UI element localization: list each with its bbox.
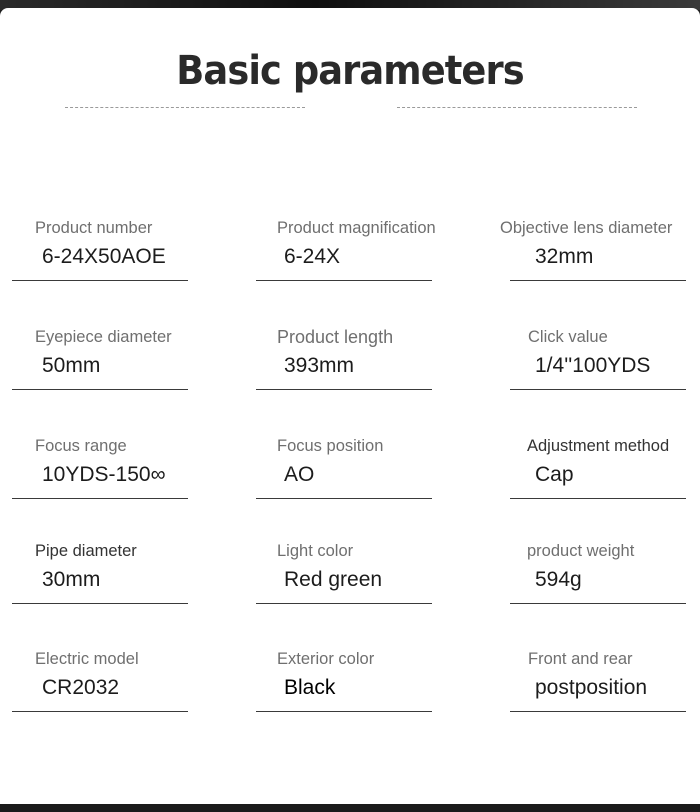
param-underline: [12, 498, 188, 499]
param-label: Objective lens diameter: [500, 219, 673, 237]
param-label: Product length: [277, 327, 394, 347]
title-divider-right: [397, 107, 637, 108]
param-adjustment-method: [510, 434, 686, 490]
param-eyepiece-diameter: [12, 325, 188, 381]
param-value: 1/4''100YDS: [535, 354, 651, 377]
param-label: Eyepiece diameter: [35, 328, 172, 346]
param-label: Focus position: [277, 437, 384, 455]
param-label: Light color: [277, 542, 354, 560]
param-underline: [256, 498, 432, 499]
param-underline: [256, 280, 432, 281]
param-underline: [510, 498, 686, 499]
param-underline: [510, 280, 686, 281]
param-underline: [12, 711, 188, 712]
param-underline: [510, 389, 686, 390]
param-label: Pipe diameter: [35, 542, 137, 560]
param-value: CR2032: [42, 676, 120, 699]
param-front-and-rear: [510, 647, 686, 703]
param-value: Red green: [284, 568, 383, 591]
param-label: Product number: [35, 219, 153, 237]
param-value: 50mm: [42, 354, 101, 377]
param-label: Adjustment method: [527, 437, 670, 455]
param-electric-model: [12, 647, 188, 703]
param-value: postposition: [535, 676, 648, 699]
param-label: Exterior color: [277, 650, 375, 668]
param-label: Focus range: [35, 437, 127, 455]
param-value: 6-24X50AOE: [42, 245, 166, 268]
param-value: 30mm: [42, 568, 101, 591]
param-product-magnification: [256, 216, 436, 272]
param-product-length: [256, 325, 432, 381]
param-underline: [510, 603, 686, 604]
param-focus-range: [12, 434, 188, 490]
param-value: 10YDS-150∞: [42, 463, 166, 486]
param-label: product weight: [527, 542, 635, 560]
bottom-edge-bar: [0, 804, 700, 812]
param-value: 594g: [535, 568, 582, 591]
param-label: Product magnification: [277, 219, 436, 237]
param-underline: [12, 280, 188, 281]
param-value: Cap: [535, 463, 574, 486]
param-value: Black: [284, 676, 336, 699]
param-label: Front and rear: [528, 650, 633, 668]
param-product-number: [12, 216, 188, 272]
param-underline: [12, 389, 188, 390]
param-value: 6-24X: [284, 245, 341, 268]
param-value: 393mm: [284, 354, 355, 377]
param-objective-lens-diameter: [500, 216, 686, 272]
param-label: Electric model: [35, 650, 139, 668]
param-product-weight: [510, 539, 686, 595]
param-underline: [256, 711, 432, 712]
param-underline: [256, 603, 432, 604]
param-value: 32mm: [535, 245, 594, 268]
param-value: AO: [284, 463, 315, 486]
param-pipe-diameter: [12, 539, 188, 595]
page-title: Basic parameters: [176, 48, 524, 94]
title-divider-left: [65, 107, 305, 108]
param-light-color: [256, 539, 432, 595]
param-underline: [256, 389, 432, 390]
param-exterior-color: [256, 647, 432, 703]
param-label: Click value: [528, 328, 608, 346]
param-focus-position: [256, 434, 432, 490]
param-click-value: [510, 325, 686, 381]
param-underline: [510, 711, 686, 712]
param-underline: [12, 603, 188, 604]
